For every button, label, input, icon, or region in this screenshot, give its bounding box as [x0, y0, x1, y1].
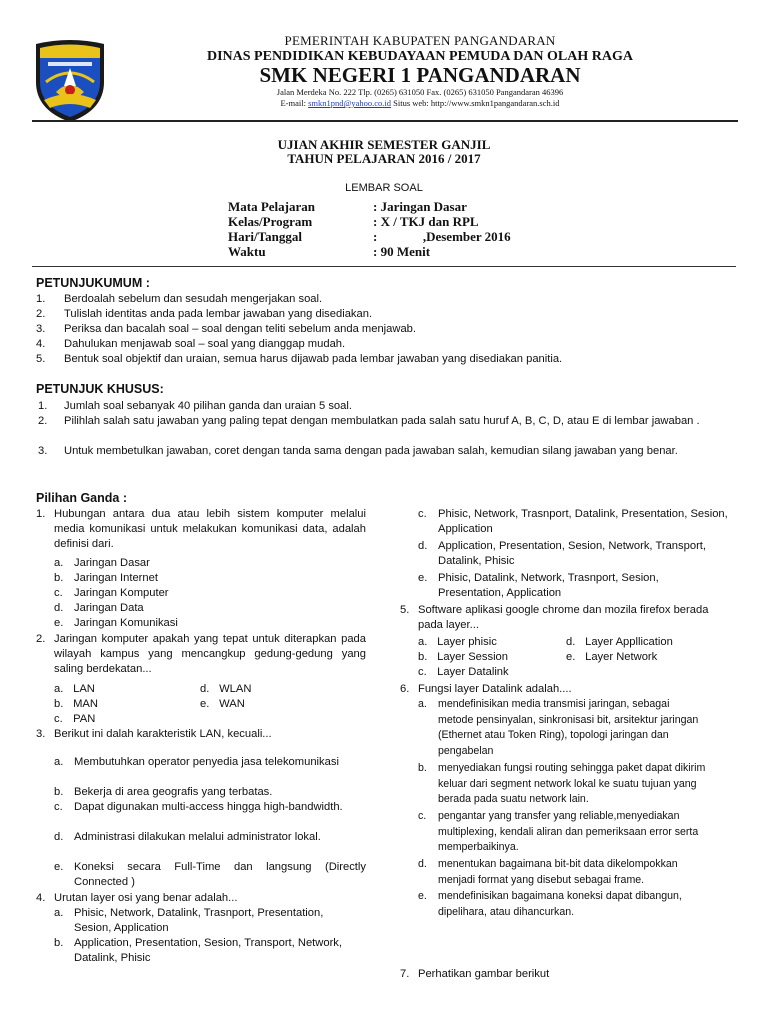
regency-crest-icon — [30, 38, 110, 124]
item-number: 1. — [38, 400, 48, 412]
option-letter: d. — [418, 858, 427, 870]
question-stem: Software aplikasi google chrome dan mozila firefox berada pada layer... — [418, 604, 709, 631]
option-letter: e. — [418, 572, 428, 584]
question-stem: Berikut ini dalah karakteristik LAN, kecuali... — [54, 728, 272, 740]
option-text: Jaringan Internet — [74, 572, 158, 584]
option-text: Jaringan Data — [74, 602, 144, 614]
option-text: Jaringan Dasar — [74, 557, 150, 569]
option-letter: a. — [54, 683, 64, 695]
option-text: WLAN — [219, 683, 252, 695]
option-text: LAN — [73, 683, 95, 695]
question-stem: Jaringan komputer apakah yang tepat untuk diterapkan pada wilayah kampus yang mencangkup gedung-gedung yang saling berdekatan... — [54, 633, 366, 675]
answer-option[interactable] — [566, 650, 657, 665]
info-value: : X / TKJ dan RPL — [373, 214, 479, 229]
option-letter: d. — [566, 636, 576, 648]
option-letter: a. — [418, 636, 428, 648]
option-text: menentukan bagaimana bit-bit data dikelompokkan menjadi format yang disebut sebagai frame. — [438, 858, 678, 886]
answer-option[interactable] — [54, 586, 169, 601]
info-label: Waktu — [228, 244, 266, 259]
option-text: PAN — [73, 713, 96, 725]
option-text: Bekerja di area geografis yang terbatas. — [74, 786, 273, 798]
answer-option[interactable] — [54, 601, 144, 616]
option-letter: c. — [54, 801, 63, 813]
letterhead-divider — [32, 120, 738, 122]
option-text: Layer Datalink — [437, 666, 509, 678]
question-7 — [400, 967, 720, 982]
specific-instruction-item — [38, 444, 732, 459]
info-value: : Jaringan Dasar — [373, 199, 467, 214]
option-letter: b. — [54, 937, 64, 949]
question-2 — [36, 632, 366, 677]
general-instructions-heading: PETUNJUKUMUM : — [36, 276, 150, 290]
item-text: Tulislah identitas anda pada lembar jawaban yang disediakan. — [64, 308, 373, 320]
sheet-label: LEMBAR SOAL — [345, 182, 423, 194]
item-number: 4. — [36, 338, 46, 350]
exam-title: UJIAN AKHIR SEMESTER GANJIL — [277, 137, 491, 152]
option-letter: c. — [418, 810, 427, 822]
answer-option[interactable] — [566, 635, 673, 650]
option-text: mendefinisikan media transmisi jaringan, sebagai metode pensinyalan, sinkronisasi bit, arsitektur jaringan (Ethernet atau Token Ring), topologi jaringan dan pengabelan — [438, 698, 699, 757]
answer-option[interactable] — [54, 785, 366, 800]
answer-option[interactable] — [200, 697, 245, 712]
school-contact — [120, 99, 720, 108]
option-text: Phisic, Network, Datalink, Trasnport, Presentation, Sesion, Application — [74, 907, 324, 934]
option-letter: b. — [54, 786, 64, 798]
option-letter: a. — [418, 698, 427, 710]
option-text: Dapat digunakan multi-access hingga high-bandwidth. — [74, 801, 343, 813]
option-letter: c. — [54, 713, 63, 725]
answer-option[interactable] — [418, 857, 706, 888]
option-letter: b. — [418, 651, 428, 663]
option-text: Layer Session — [437, 651, 509, 663]
government-name: PEMERINTAH KABUPATEN PANGANDARAN — [284, 33, 556, 48]
item-number: 1. — [36, 293, 46, 305]
info-label: Kelas/Program — [228, 214, 313, 229]
answer-option[interactable] — [54, 697, 98, 712]
answer-option[interactable] — [418, 761, 706, 808]
answer-option[interactable] — [418, 650, 508, 665]
question-number: 6. — [400, 683, 410, 695]
question-stem: Perhatikan gambar berikut — [418, 968, 550, 980]
answer-option[interactable] — [54, 571, 158, 586]
answer-option[interactable] — [418, 665, 509, 680]
option-letter: d. — [54, 602, 64, 614]
answer-option[interactable] — [54, 616, 178, 631]
specific-instruction-item — [38, 399, 732, 414]
option-letter: a. — [54, 756, 64, 768]
option-text: Layer phisic — [437, 636, 497, 648]
answer-option[interactable] — [54, 712, 95, 727]
question-1 — [36, 507, 366, 552]
option-letter: a. — [54, 907, 64, 919]
answer-option[interactable] — [418, 889, 706, 920]
info-label: Mata Pelajaran — [228, 199, 316, 214]
option-letter: c. — [418, 666, 427, 678]
question-5 — [400, 603, 720, 633]
specific-instruction-item — [38, 414, 732, 429]
answer-option[interactable] — [418, 809, 706, 856]
answer-option[interactable] — [200, 682, 251, 697]
answer-option[interactable] — [418, 507, 732, 537]
question-number: 4. — [36, 892, 46, 904]
school-address: Jalan Merdeka No. 222 Tlp. (0265) 631050 Fax. (0265) 631050 Pangandaran 46396 — [276, 87, 564, 97]
answer-option[interactable] — [54, 860, 366, 890]
option-text: Administrasi dilakukan melalui administrator lokal. — [74, 831, 321, 843]
answer-option[interactable] — [418, 571, 718, 601]
answer-option[interactable] — [418, 697, 706, 759]
option-text: MAN — [73, 698, 98, 710]
option-letter: b. — [54, 572, 64, 584]
info-label: Hari/Tanggal — [228, 229, 302, 244]
option-letter: b. — [54, 698, 64, 710]
question-number: 3. — [36, 728, 46, 740]
question-number: 1. — [36, 508, 46, 520]
option-text: pengantar yang transfer yang reliable,menyediakan multiplexing, kendali aliran dan pemeriksaan error serta memperbaikinya. — [438, 810, 699, 854]
question-stem: Urutan layer osi yang benar adalah... — [54, 892, 238, 904]
email-link[interactable]: smkn1pnd@yahoo.co.id — [308, 98, 392, 108]
option-letter: e. — [418, 890, 427, 902]
header-divider — [32, 266, 736, 267]
question-number: 2. — [36, 633, 46, 645]
option-letter: d. — [54, 831, 64, 843]
question-6 — [400, 682, 720, 697]
item-number: 2. — [36, 308, 46, 320]
option-text: Koneksi secara Full-Time dan langsung (Directly Connected ) — [74, 861, 366, 888]
website-text: Situs web: http://www.smkn1pangandaran.sch.id — [391, 98, 560, 108]
email-label: E-mail: — [280, 98, 309, 108]
option-text: Application, Presentation, Sesion, Transport, Network, Datalink, Phisic — [74, 937, 343, 964]
answer-option[interactable] — [54, 800, 366, 815]
option-letter: a. — [54, 557, 64, 569]
answer-option[interactable] — [54, 755, 366, 770]
option-letter: d. — [418, 540, 428, 552]
answer-option[interactable] — [418, 635, 497, 650]
item-number: 3. — [36, 323, 46, 335]
info-value: : 90 Menit — [373, 244, 431, 259]
school-name: SMK NEGERI 1 PANGANDARAN — [259, 63, 581, 87]
item-number: 2. — [38, 415, 48, 427]
question-number: 5. — [400, 604, 410, 616]
option-letter: b. — [418, 762, 427, 774]
answer-option[interactable] — [54, 556, 150, 571]
option-letter: e. — [566, 651, 576, 663]
option-letter: c. — [418, 508, 427, 520]
item-text: Bentuk soal objektif dan uraian, semua harus dijawab pada lembar jawaban yang disediakan panitia. — [64, 353, 563, 365]
item-number: 3. — [38, 445, 48, 457]
department-name: DINAS PENDIDIKAN KEBUDAYAAN PEMUDA DAN OLAH RAGA — [206, 49, 633, 64]
item-text: Pilihlah salah satu jawaban yang paling tepat dengan membulatkan pada salah satu huruf A, B, C, D, atau E di lembar jawaban . — [64, 415, 700, 427]
item-text: Berdoalah sebelum dan sesudah mengerjakan soal. — [64, 293, 323, 305]
question-stem: Fungsi layer Datalink adalah.... — [418, 683, 572, 695]
option-letter: e. — [200, 698, 210, 710]
answer-option[interactable] — [54, 830, 366, 845]
exam-year: TAHUN PELAJARAN 2016 / 2017 — [287, 151, 481, 166]
option-text: WAN — [219, 698, 245, 710]
answer-option[interactable] — [54, 936, 354, 966]
answer-option[interactable] — [54, 682, 95, 697]
item-number: 5. — [36, 353, 46, 365]
option-letter: e. — [54, 861, 64, 873]
option-text: Application, Presentation, Sesion, Network, Transport, Datalink, Phisic — [438, 540, 707, 567]
option-text: mendefinisikan bagaimana koneksi dapat dibangun, dipelihara, atau dihancurkan. — [438, 890, 682, 918]
answer-option[interactable] — [54, 906, 354, 936]
option-text: Membutuhkan operator penyedia jasa telekomunikasi — [74, 756, 339, 768]
option-letter: e. — [54, 617, 64, 629]
item-text: Periksa dan bacalah soal – soal dengan teliti sebelum anda menjawab. — [64, 323, 417, 335]
answer-option[interactable] — [418, 539, 718, 569]
option-letter: d. — [200, 683, 210, 695]
option-text: Phisic, Datalink, Network, Trasnport, Sesion, Presentation, Application — [438, 572, 659, 599]
option-letter: c. — [54, 587, 63, 599]
item-text: Jumlah soal sebanyak 40 pilihan ganda dan uraian 5 soal. — [64, 400, 352, 412]
option-text: Layer Network — [585, 651, 658, 663]
option-text: Jaringan Komunikasi — [74, 617, 178, 629]
option-text: Jaringan Komputer — [74, 587, 169, 599]
question-stem: Hubungan antara dua atau lebih sistem komputer melalui media komunikasi untuk melakukan komunikasi data, adalah definisi dari. — [54, 508, 366, 550]
option-text: Phisic, Network, Trasnport, Datalink, Presentation, Sesion, Application — [438, 508, 728, 535]
item-text: Dahulukan menjawab soal – soal yang dianggap mudah. — [64, 338, 346, 350]
option-text: menyediakan fungsi routing sehingga paket dapat dikirim keluar dari segment network lokal ke suatu tujuan yang berada pada suatu network lain. — [438, 762, 706, 806]
question-number: 7. — [400, 968, 410, 980]
question-3 — [36, 727, 366, 742]
item-text: Untuk membetulkan jawaban, coret dengan tanda sama dengan pada jawaban salah, kemudian silang jawaban yang benar. — [64, 445, 678, 457]
question-4 — [36, 891, 366, 906]
multiple-choice-heading: Pilihan Ganda : — [36, 491, 127, 505]
option-text: Layer Appllication — [585, 636, 673, 648]
specific-instructions-heading: PETUNJUK KHUSUS: — [36, 382, 164, 396]
info-value: : ,Desember 2016 — [373, 229, 511, 244]
